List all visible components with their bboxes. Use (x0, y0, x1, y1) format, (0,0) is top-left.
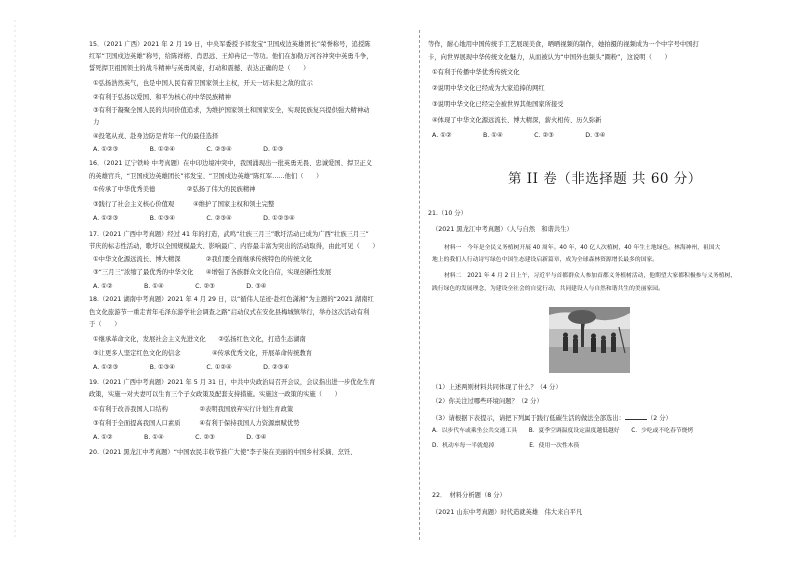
left-text-line-24: A. ①②③ B. ①③④ C. ①②④ D. ②③④ (93, 364, 289, 371)
left-text-line-16: ①中华文化源远流长、博大精深 ②我们要全面继承传统特色的传统文化 (93, 256, 313, 263)
left-text-line-5: ③有利于凝聚全国人民的共同价值追求，为维护国家领土和国家安全，实现民族复兴提供强大精神动 (93, 107, 370, 114)
q21-material2-line2: 践行绿色的发展理念，为建设全社会的自觉行动，共同建设人与自然和谐共生的美丽家园。 (432, 286, 664, 292)
right-text-line-4: ③说明中华文化已经完全被世界其他国家所接受 (432, 101, 564, 108)
left-text-line-28: ③有利于全面提高我国人口素质 ④有利于保持我国人力资源禀赋优势 (93, 420, 300, 427)
q21-header: 21.（10 分） (428, 210, 467, 217)
left-text-line-11: ①传承了中华优秀美德 ②弘扬了伟大的民族精神 (93, 186, 256, 193)
right-text-line-2: ①有利于传播中华优秀传统文化 (432, 69, 520, 76)
left-text-line-13: A. ①②③ B. ①③④ C. ②③④ D. ①②③④ (93, 215, 295, 222)
left-text-line-25: 19.（2021 广西中考真题）2021 年 5 月 31 日，中共中央政治局召开会议，会议指出进一步优化生育 (89, 379, 376, 386)
left-text-line-29: A. ①② B. ①④ C. ②③ D. ③④ (93, 434, 267, 441)
right-text-line-1: 卡，向世界展现中华传统文化魅力，从而被认为“中国外也频头“圈粉”，这说明（ ） (428, 54, 671, 61)
left-text-line-0: 15．（2021 广西）2021 年 2 月 19 日，中央军委授予祁发宝“卫国戍边英雄团长”荣誉称号，追授陈 (89, 41, 371, 48)
q21-sub3-points: （2 分） (646, 415, 672, 422)
left-text-line-17: ③“三月三”浓缩了最优秀的中华文化 ④增强了各族群众文化自信，实现创新性发展 (93, 269, 332, 276)
left-text-line-18: A. ①② B. ①④ C. ②③ D. ③④ (93, 283, 267, 290)
left-text-line-7: ④投笔从戎、赴身边防是青年一代的最佳选择 (93, 133, 219, 140)
left-text-line-14: 17.（2021 广西中考真题）经过 41 年的打造，武鸣“壮族三月三”歌圩活动已成为广西“壮族三月三” (89, 231, 369, 238)
left-text-line-10: 的英雄官兵，“卫国戍边英雄团长”祁发宝、“卫国戍边英雄”陈红军……他们（ ） (89, 173, 323, 180)
q22-header: 22． 材料分析题（8 分） (432, 492, 506, 499)
left-text-line-26: 政策，实施一对夫妻可以生育三个子女政策及配套支持措施。实施这一政策的实施（ ） (89, 391, 341, 398)
tree-planting-photo-icon (549, 307, 630, 373)
right-text-line-5: ④体现了中华文化源远流长、博大精深，薪火相传、历久弥新 (432, 117, 602, 124)
left-text-line-23: ③让更多人坚定红色文化的信念 ④传承优秀文化，开展革命传统教育 (93, 350, 313, 357)
q21-sub3 (432, 413, 672, 423)
left-text-line-21: 于（ ） (89, 321, 121, 328)
right-text-line-0: 等作，耐心地用中国传统手工艺展现美食，晒晒视频的制作，她拍摄的视频成为一个中字号中国打 (428, 41, 699, 48)
q21-sub3-text: （3）请根据下表提示，请把下列属于践行低碳生活的做法全部选出： (432, 415, 625, 422)
left-text-line-12: ③践行了社会主义核心价值观 ④维护了国家主权和领土完整 (93, 201, 275, 208)
q21-sub1: （1）上述两则材料共同体现了什么？（4 分） (432, 384, 562, 391)
column-divider (419, 30, 420, 540)
left-text-line-20: 色文化旅游节一重走青年毛泽东游学社会调查之路”启动仪式在安化县梅城镇举行，举办这次活动有利 (89, 309, 370, 316)
q21-material2-line1: 材料二 2021 年 4 月 2 日上午，习近平与首都群众人参加首都义务植树活动，他期望大家都积极参与义务植树、 (444, 273, 737, 279)
left-text-line-1: 红军“卫国戍边英雄”称号，给陈祥榕、肖思远、王焯冉记一等功。他们在加勒万河谷冲突中英勇斗争， (89, 53, 373, 60)
left-text-line-4: ②有利于弘扬以爱国、和平为核心的中华民族精神 (93, 94, 231, 101)
left-text-line-30: 20.（2021 黑龙江中考真题）“中国农民丰收节推广大使”李子柒在美丽的中国乡村采摘、烹饪、 (89, 449, 357, 456)
q21-options-row1: A．以步代车或乘坐公共交通工具 B．夏季空调温度设定温度越低越好 C．少吃或不吃春节烧烤 (432, 428, 694, 434)
q21-options-row2: D．机动车每一半就熄掉 E．使用一次性木筷 (432, 443, 580, 449)
right-text-line-3: ②说明中华文化已经成为大家追捧的网红 (432, 85, 545, 92)
left-text-line-22: ①继承革命文化，发展社会主义先进文化 ②弘扬红色文化，打造生态湖南 (93, 336, 306, 343)
q21-sub2: （2）你关注过哪些环境问题？（2 分） (432, 398, 543, 405)
right-text-line-6: A. ①② B. ①④ C. ②③ D. ③④ (432, 132, 606, 139)
q21-source: （2021 黑龙江中考真题）（人与自然 和谐共生） (432, 226, 573, 233)
section-title: 第 II 卷（非选择题 共 60 分） (508, 171, 702, 187)
q22-source: （2021 山东中考真题）时代造就英雄 伟大来自平凡 (432, 509, 583, 516)
left-text-line-19: 18.（2021 湖南中考真题）2021 年 4 月 29 日，以“循伟人足迹·赴红色潇湘”为主题的“2021 湖南红 (89, 296, 374, 303)
binding-marks-icon (8, 20, 22, 540)
answer-blank[interactable] (625, 413, 647, 420)
left-text-line-9: 16．（2021 辽宁铁岭 中考真题）在中印边境冲突中，我国涌现出一批英勇无畏、忠诚爱国、捍卫正义 (89, 160, 373, 167)
binding-margin (8, 20, 22, 540)
q21-material1-line2: 地上的我们人行动诗写绿色中国生态建设启新篇章，成为全球森林资源增长最多的国家。 (432, 257, 659, 263)
left-text-line-3: ①弘扬浩然英气，也是中国人民有着卫国家领土主权，开天一切未犯之敌的宣示 (93, 80, 313, 87)
left-text-line-8: A. ①②③ B. ①②④ C. ②③④ D. ①③ (93, 146, 284, 153)
left-text-line-6: 力 (93, 119, 100, 126)
left-text-line-2: 誓死捍卫祖国领土的战斗精神与英勇风姿，打动和震撼、表达正确的是（ ） (89, 65, 310, 72)
left-text-line-27: ①有利于改善我国人口结构 ②表明我国放弃实行计划生育政策 (93, 406, 294, 413)
left-text-line-15: 节庆的标志性活动，歌圩以全国规模最大、影响最广、内容最丰富为突出的活动取得，由此可见（ ） (89, 243, 379, 250)
q21-material1-line1: 材料一 今年是全民义务植树开展 40 周年。40 年，40 亿人次植树，40 年生土地绿色。林海神州，祖国大 (444, 245, 721, 251)
